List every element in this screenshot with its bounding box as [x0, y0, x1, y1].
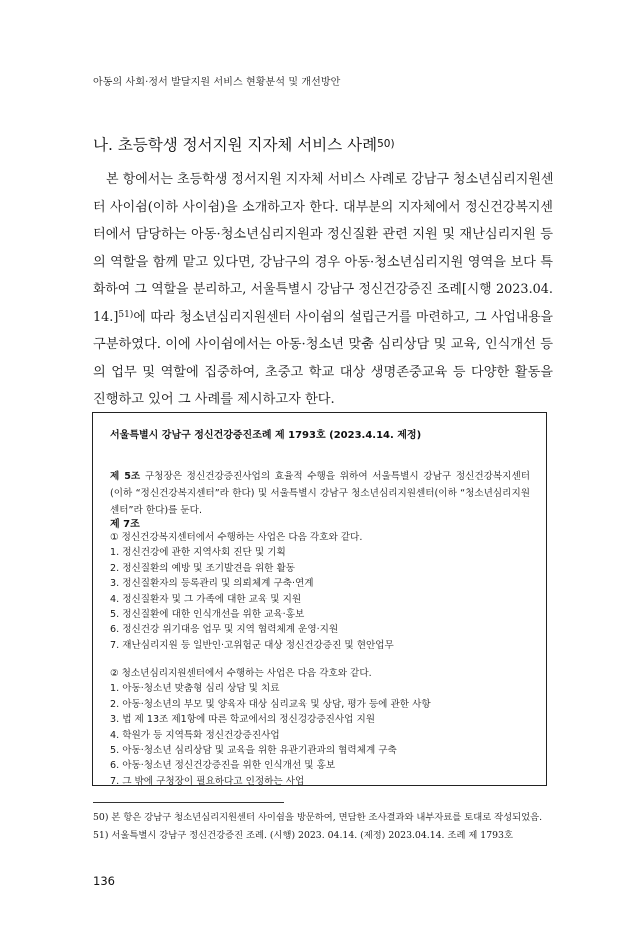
body-line: [93, 304, 553, 332]
footnote-divider: [93, 802, 284, 803]
ordinance-title: 서울특별시 강남구 정신건강증진조례 제 1793호 (2023.4.14. 제정): [110, 430, 422, 441]
clause-item: 5. 정신질환에 대한 인식개선을 위한 교육·홍보: [110, 608, 305, 620]
body-line: 의 업무 및 역할에 집중하여, 초중고 학교 대상 생명존중교육 등 다양한 활동을: [93, 364, 553, 380]
article-7-label: 제 7조: [110, 519, 140, 530]
clause-item: 5. 아동·청소년 심리상담 및 교육을 위한 유관기관과의 협력체계 구축: [110, 744, 397, 756]
clause-item: 7. 재난심리지원 등 일반인·고위험군 대상 정신건강증진 및 현안업무: [110, 639, 394, 651]
clause-item: 6. 정신건강 위기대응 업무 및 지역 협력체계 운영·지원: [110, 624, 339, 636]
clause-item: 7. 그 밖에 구청장이 필요하다고 인정하는 사업: [110, 775, 305, 787]
footnote-50: 50) 본 항은 강남구 청소년심리지원센터 사이쉼을 방문하여, 면담한 조사결과와 내부자료를 토대로 작성되었음.: [93, 812, 543, 823]
footnotes: [93, 809, 563, 844]
page-number: 136: [93, 874, 115, 888]
article-7-clause-1: [110, 530, 394, 653]
clause-item: 2. 아동·청소년의 부모 및 양육자 대상 심리교육 및 상담, 평가 등에 관한 사항: [110, 698, 431, 710]
footnote-ref-51[interactable]: 51): [118, 309, 134, 320]
body-line: 구분하였다. 이에 사이쉼에서는 아동·청소년 맞춤 심리상담 및 교육, 인식개선 등: [93, 337, 553, 352]
body-line: 터 사이쉼(이하 사이쉼)을 소개하고자 한다. 대부분의 지자체에서 정신건강복지센: [93, 199, 553, 215]
body-line-prefix: 14.]: [93, 309, 119, 325]
clause-item: 3. 정신질환자의 등록관리 및 의뢰체계 구축·연계: [110, 578, 314, 590]
body-line: 본 항에서는 초등학생 정서지원 지자체 서비스 사례로 강남구 청소년심리지원센: [106, 172, 554, 187]
body-paragraph: [93, 166, 553, 414]
clause-item: ② 청소년심리지원센터에서 수행하는 사업은 다음 각호와 같다.: [110, 668, 372, 679]
article-5-text: 구청장은 정신건강증진사업의 효율적 수행을 위하여 서울특별시 강남구 정신건강복지센터: [140, 471, 530, 482]
body-line-text: 에 따라 청소년심리지원센터 사이쉼의 설립근거를 마련하고, 그 사업내용을: [133, 309, 553, 325]
clause-item: 4. 학원가 등 지역특화 정신건강증진사업: [110, 729, 280, 741]
article-5-label: 제 5조: [110, 471, 141, 482]
article-5: [110, 468, 530, 519]
clause-item: 6. 아동·청소년 정신건강증진을 위한 인식개선 및 홍보: [110, 760, 336, 772]
footnote-ref-50[interactable]: 50): [377, 138, 395, 150]
clause-item: 4. 정신질환자 및 그 가족에 대한 교육 및 지원: [110, 593, 302, 605]
running-header: 아동의 사회·정서 발달지원 서비스 현황분석 및 개선방안: [93, 77, 341, 88]
clause-item: 2. 정신질환의 예방 및 조기발견을 위한 활동: [110, 562, 295, 574]
section-title-text: 나. 초등학생 정서지원 지자체 서비스 사례: [93, 136, 378, 154]
clause-item: ① 정신건강복지센터에서 수행하는 사업은 다음 각호와 같다.: [110, 532, 363, 543]
clause-item: 1. 정신건강에 관한 지역사회 진단 및 기획: [110, 547, 286, 559]
body-line: 의 역할을 함께 맡고 있다면, 강남구의 경우 아동·청소년심리지원 영역을 보다 특: [93, 254, 553, 270]
body-line: 화하여 그 역할을 분리하고, 서울특별시 강남구 정신건강증진 조례[시행 2023.04.: [93, 282, 553, 297]
article-5-line: [110, 468, 530, 485]
article-7-clause-2: [110, 666, 431, 789]
article-5-line: (이하 “정신건강복지센터”라 한다) 및 서울특별시 강남구 청소년심리지원센터(이하 “청소년심리지원: [110, 488, 530, 499]
clause-item: 1. 아동·청소년 맞춤형 심리 상담 및 치료: [110, 683, 280, 695]
article-5-line: 센터”라 한다)를 둔다.: [110, 505, 203, 516]
footnote-51: 51) 서울특별시 강남구 정신건강증진 조례. (시행) 2023. 04.14. (제정) 2023.04.14. 조례 제 1793호: [93, 829, 513, 841]
clause-item: 3. 법 제 13조 제1항에 따른 학교에서의 정신겅강증진사업 지원: [110, 714, 376, 726]
body-line: 진행하고 있어 그 사례를 제시하고자 한다.: [93, 392, 335, 407]
body-line: 터에서 담당하는 아동·청소년심리지원과 정신질환 관련 지원 및 재난심리지원 등: [93, 227, 553, 242]
ordinance-box: [92, 412, 547, 786]
section-title: [93, 133, 395, 155]
